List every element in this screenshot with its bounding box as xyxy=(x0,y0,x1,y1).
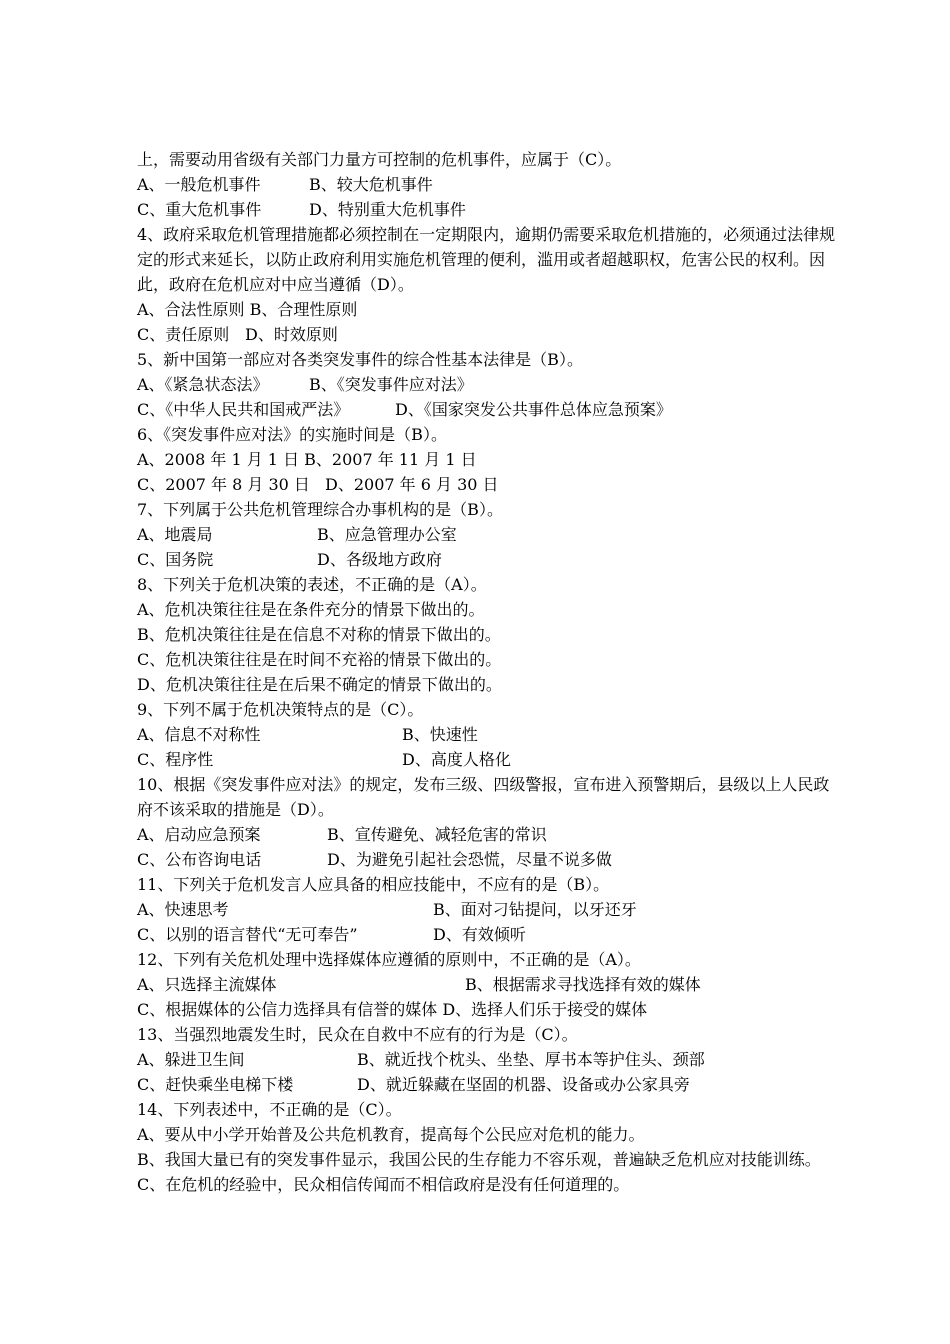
question: 5、新中国第一部应对各类突发事件的综合性基本法律是（B）。 xyxy=(137,350,583,369)
option-row xyxy=(137,1047,837,1072)
option: C、在危机的经验中，民众相信传闻而不相信政府是没有任何道理的。 xyxy=(137,1175,630,1194)
option: C、程序性 xyxy=(137,750,214,769)
option-row: A、合法性原则 B、合理性原则 xyxy=(137,300,358,319)
option: A、地震局 xyxy=(137,525,213,544)
option: D、高度人格化 xyxy=(402,750,511,769)
option: A、危机决策往往是在条件充分的情景下做出的。 xyxy=(137,600,485,619)
question: 7、下列属于公共危机管理综合办事机构的是（B）。 xyxy=(137,500,503,519)
option: A、《紧急状态法》 xyxy=(137,375,269,394)
option: A、要从中小学开始普及公共危机教育，提高每个公民应对危机的能力。 xyxy=(137,1125,645,1144)
option-row xyxy=(137,522,837,547)
option: A、快速思考 xyxy=(137,900,229,919)
option: C、重大危机事件 xyxy=(137,200,262,219)
option: D、特别重大危机事件 xyxy=(309,200,466,219)
option: D、各级地方政府 xyxy=(317,550,442,569)
option-row xyxy=(137,897,837,922)
option-row: C、根据媒体的公信力选择具有信誉的媒体 D、选择人们乐于接受的媒体 xyxy=(137,1000,648,1019)
option-row xyxy=(137,822,837,847)
option: D、时效原则 xyxy=(245,325,338,344)
option: B、危机决策往往是在信息不对称的情景下做出的。 xyxy=(137,625,501,644)
question-list xyxy=(137,147,837,1197)
option: C、以别的语言替代“无可奉告” xyxy=(137,925,358,944)
option: D、为避免引起社会恐慌，尽量不说多做 xyxy=(327,850,612,869)
option-row xyxy=(137,1072,837,1097)
option-row xyxy=(137,722,837,747)
option: B、应急管理办公室 xyxy=(317,525,457,544)
option-row xyxy=(137,322,837,347)
option: A、只选择主流媒体 xyxy=(137,975,277,994)
option: B、根据需求寻找选择有效的媒体 xyxy=(465,975,701,994)
question: 12、下列有关危机处理中选择媒体应遵循的原则中，不正确的是（A）。 xyxy=(137,950,641,969)
question: 6、《突发事件应对法》的实施时间是（B）。 xyxy=(137,425,447,444)
option: C、国务院 xyxy=(137,550,214,569)
option-row xyxy=(137,397,837,422)
option-row: A、2008 年 1 月 1 日 B、2007 年 11 月 1 日 xyxy=(137,450,477,469)
option-row xyxy=(137,172,837,197)
option: B、面对刁钻提问，以牙还牙 xyxy=(433,900,637,919)
option: B、就近找个枕头、坐垫、厚书本等护住头、颈部 xyxy=(357,1050,705,1069)
option-row xyxy=(137,472,837,497)
question: 13、当强烈地震发生时，民众在自救中不应有的行为是（C）。 xyxy=(137,1025,578,1044)
option-row xyxy=(137,372,837,397)
option: B、快速性 xyxy=(402,725,478,744)
option-row xyxy=(137,922,837,947)
option: D、就近躲藏在坚固的机器、设备或办公家具旁 xyxy=(357,1075,690,1094)
option-row xyxy=(137,747,837,772)
option: A、一般危机事件 xyxy=(137,175,261,194)
option: C、2007 年 8 月 30 日 xyxy=(137,475,310,494)
option-row xyxy=(137,197,837,222)
option: C、《中华人民共和国戒严法》 xyxy=(137,400,350,419)
option: D、2007 年 6 月 30 日 xyxy=(325,475,499,494)
option: C、责任原则 xyxy=(137,325,230,344)
option: A、信息不对称性 xyxy=(137,725,261,744)
question: 10、根据《突发事件应对法》的规定，发布三级、四级警报，宣布进入预警期后，县级以上人民政府不该采取的措施是（D）。 xyxy=(137,775,830,819)
option-row xyxy=(137,847,837,872)
option: D、《国家突发公共事件总体应急预案》 xyxy=(395,400,672,419)
option: C、公布咨询电话 xyxy=(137,850,262,869)
text-line: 上，需要动用省级有关部门力量方可控制的危机事件，应属于（C）。 xyxy=(137,150,622,169)
option: C、危机决策往往是在时间不充裕的情景下做出的。 xyxy=(137,650,502,669)
option: B、《突发事件应对法》 xyxy=(309,375,473,394)
question: 11、下列关于危机发言人应具备的相应技能中，不应有的是（B）。 xyxy=(137,875,610,894)
option: A、启动应急预案 xyxy=(137,825,261,844)
question: 8、下列关于危机决策的表述，不正确的是（A）。 xyxy=(137,575,487,594)
option: D、危机决策往往是在后果不确定的情景下做出的。 xyxy=(137,675,502,694)
question: 4、政府采取危机管理措施都必须控制在一定期限内，逾期仍需要采取危机措施的，必须通过法律规定的形式来延长，以防止政府利用实施危机管理的便利，滥用或者超越职权，危害公民的权利。因此，政府在危机应对中应当遵循（D）。 xyxy=(137,225,836,294)
question: 9、下列不属于危机决策特点的是（C）。 xyxy=(137,700,424,719)
option: C、赶快乘坐电梯下楼 xyxy=(137,1075,294,1094)
option: B、较大危机事件 xyxy=(309,175,433,194)
option-row xyxy=(137,972,837,997)
option-row xyxy=(137,547,837,572)
option: B、宣传避免、减轻危害的常识 xyxy=(327,825,547,844)
question: 14、下列表述中，不正确的是（C）。 xyxy=(137,1100,402,1119)
option: B、我国大量已有的突发事件显示，我国公民的生存能力不容乐观，普遍缺乏危机应对技能训练。 xyxy=(137,1150,821,1169)
option: D、有效倾听 xyxy=(433,925,526,944)
option: A、躲进卫生间 xyxy=(137,1050,245,1069)
